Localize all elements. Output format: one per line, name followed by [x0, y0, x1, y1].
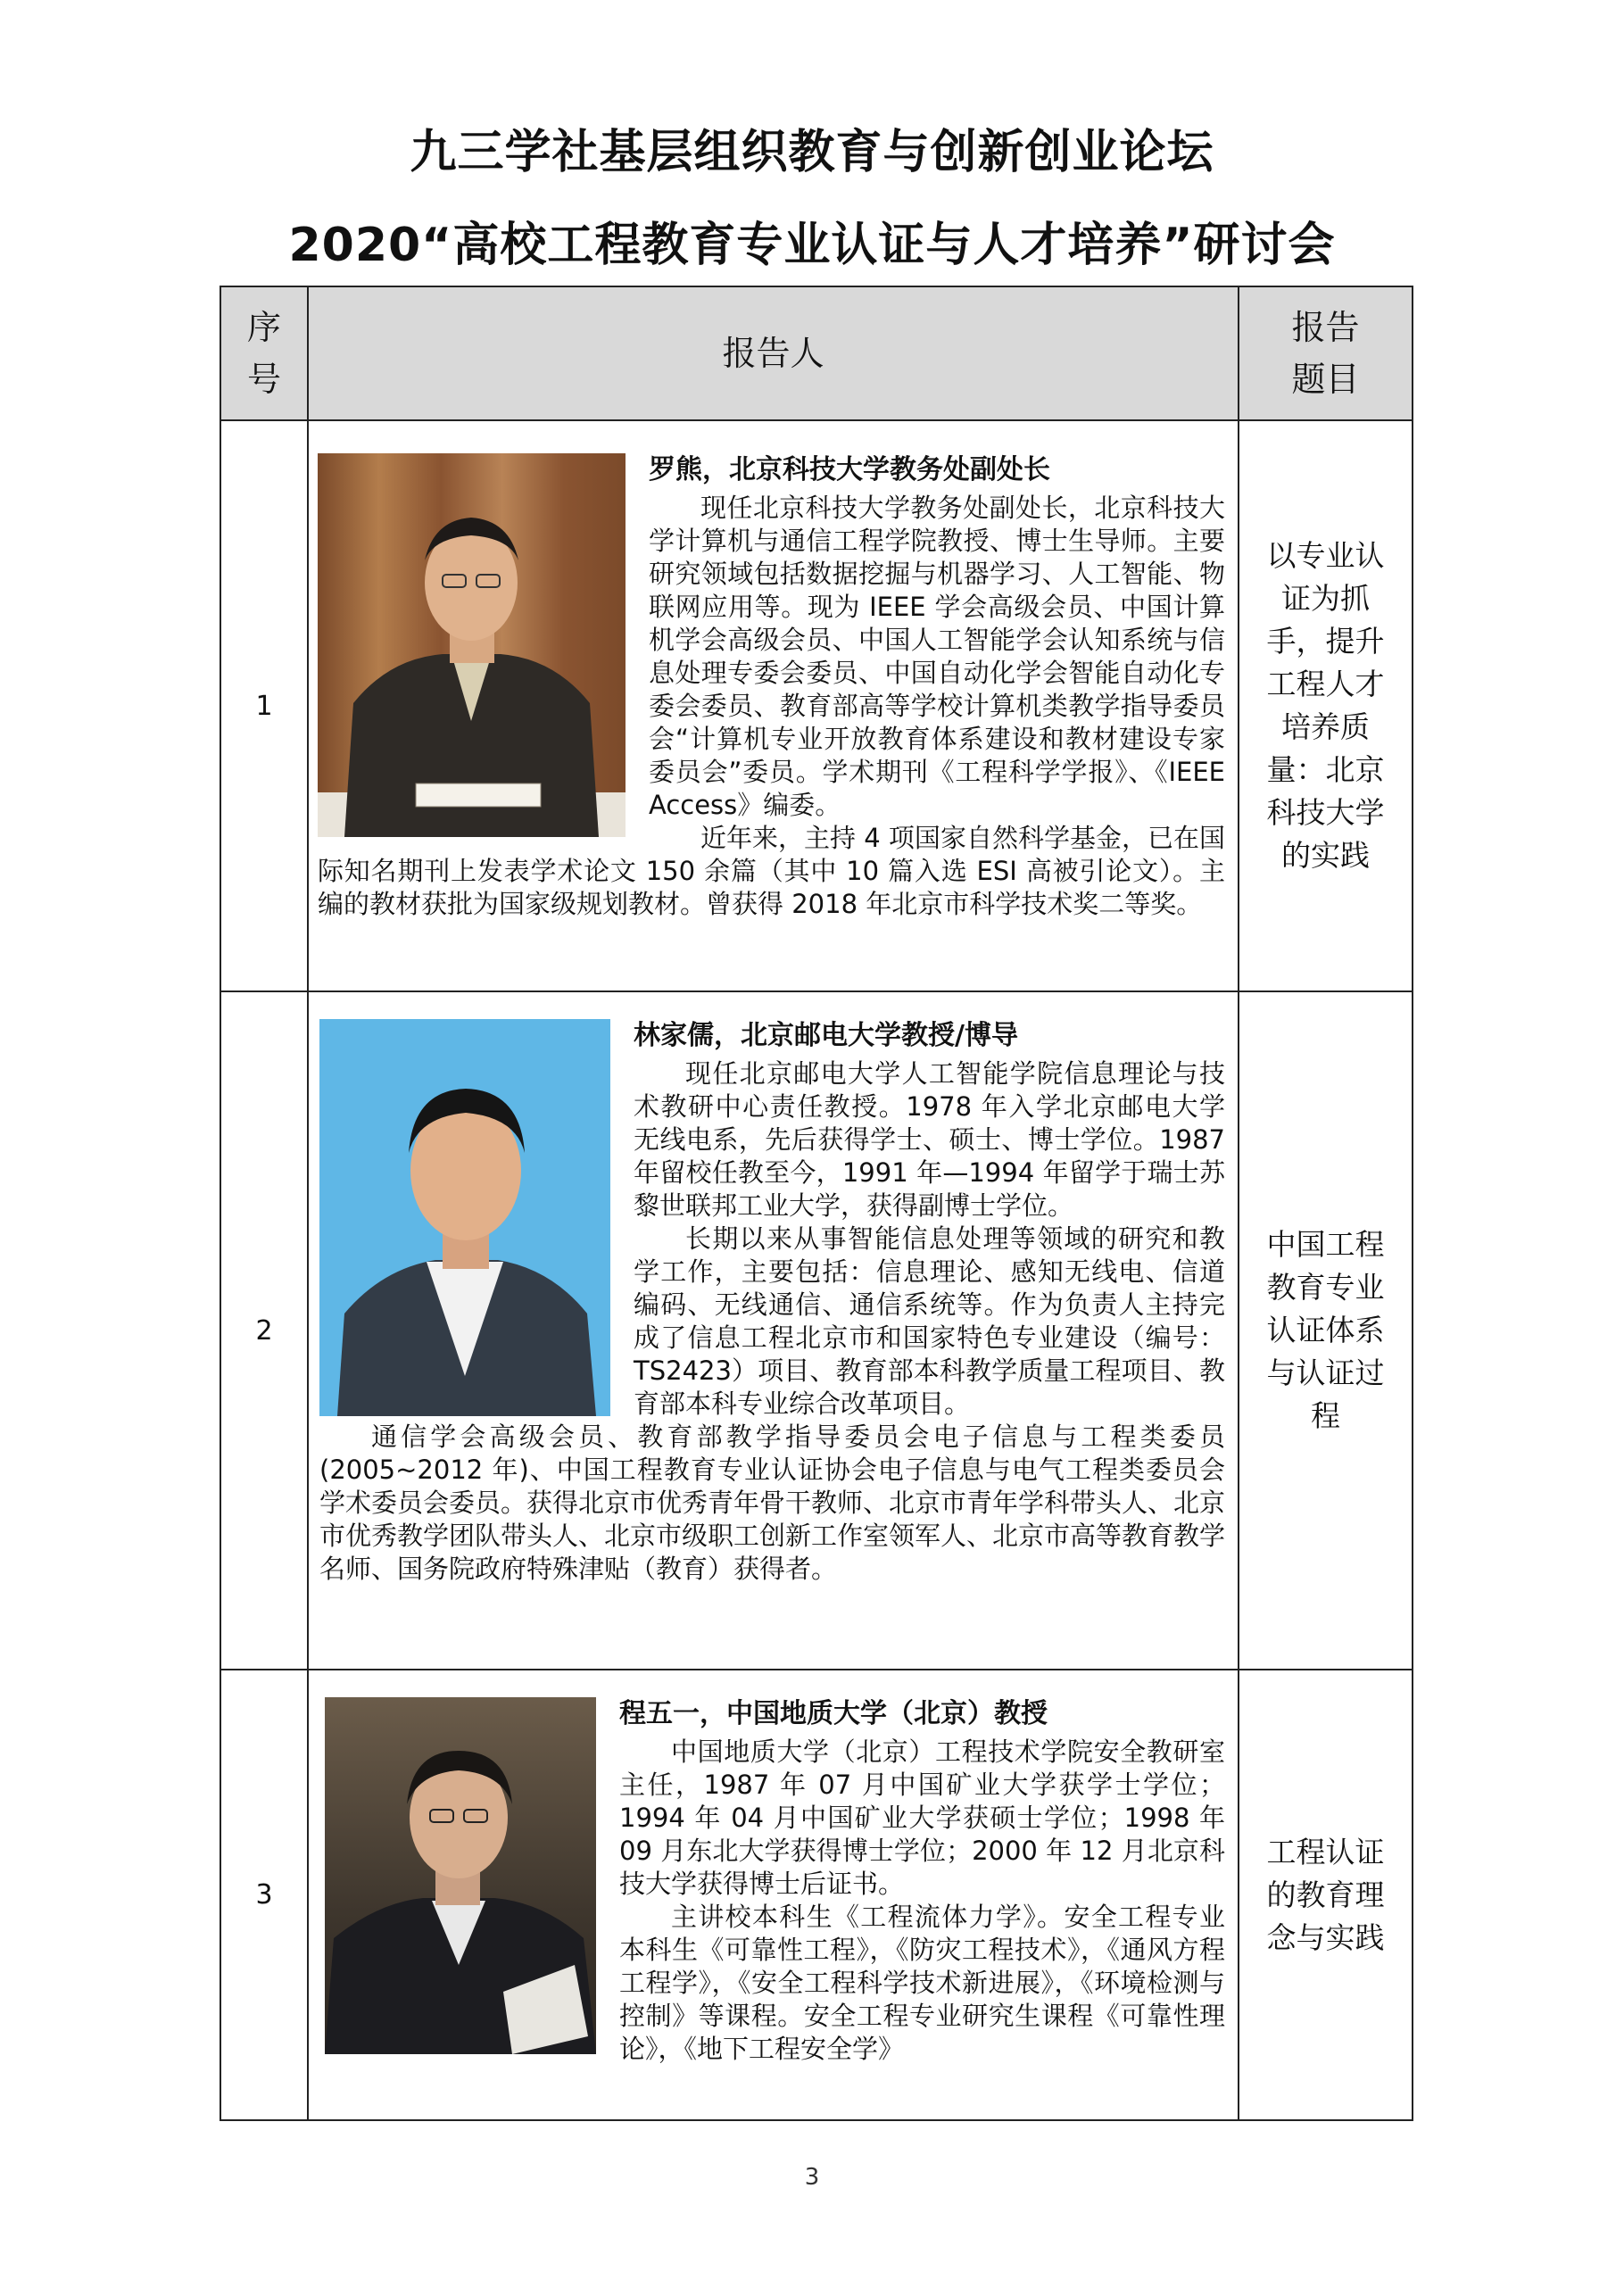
speaker-photo: [318, 453, 626, 837]
speaker-bio: 中国地质大学（北京）工程技术学院安全教研室主任，1987 年 07 月中国矿业大学获学士学位；1994 年 04 月中国矿业大学获硕士学位；1998 年 09 月东北大学获得博士学位；2000 年 12 月北京科技大学获得博士后证书。: [619, 1737, 1225, 1899]
reporter-cell: [308, 991, 1239, 1670]
speaker-name: 罗熊，北京科技大学教务处副处长: [649, 454, 1050, 485]
speaker-photo: [319, 1019, 610, 1416]
speaker-photo: [325, 1697, 596, 2054]
page-number: 3: [804, 2164, 820, 2191]
header-no: 序号: [220, 286, 308, 420]
table-row: [220, 991, 1413, 1670]
table-row: [220, 420, 1413, 991]
header-topic: 报告题目: [1239, 286, 1413, 420]
report-topic: 中国工程教育专业认证体系与认证过程: [1239, 991, 1413, 1670]
speaker-bio: 现任北京邮电大学人工智能学院信息理论与技术教研中心责任教授。1978 年入学北京邮电大学无线电系，先后获得学士、硕士、博士学位。1987 年留校任教至今，1991 年—1994 年留学于瑞士苏黎世联邦工业大学，获得副博士学位。: [634, 1058, 1225, 1221]
reporter-cell: [308, 1670, 1239, 2120]
doc-title-line2: 2020“高校工程教育专业认证与人才培养”研讨会: [288, 219, 1336, 272]
speaker-name: 程五一，中国地质大学（北京）教授: [619, 1698, 1048, 1729]
report-topic: 工程认证的教育理念与实践: [1239, 1670, 1413, 2120]
speaker-bio: 长期以来从事智能信息处理等领域的研究和教学工作，主要包括：信息理论、感知无线电、信道编码、无线通信、通信系统等。作为负责人主持完成了信息工程北京市和国家特色专业建设（编号：TS2423）项目、教育部本科教学质量工程项目、教育部本科专业综合改革项目。: [634, 1223, 1225, 1419]
speaker-table: [220, 286, 1413, 2121]
reporter-cell: [308, 420, 1239, 991]
row-number: 3: [220, 1670, 308, 2120]
speaker-name: 林家儒，北京邮电大学教授/博导: [634, 1020, 1018, 1051]
speaker-bio: 主讲校本科生《工程流体力学》。安全工程专业本科生《可靠性工程》，《防灾工程技术》，《通风方程工程学》，《安全工程科学技术新进展》，《环境检测与控制》等课程。安全工程专业研究生课程《可靠性理论》，《地下工程安全学》: [619, 1902, 1225, 2064]
speaker-bio: 现任北京科技大学教务处副处长，北京科技大学计算机与通信工程学院教授、博士生导师。主要研究领域包括数据挖掘与机器学习、人工智能、物联网应用等。现为 IEEE 学会高级会员、中国计算机学会高级会员、中国人工智能学会认知系统与信息处理专委会委员、中国自动化学会智能自动化专委会委员、教育部高等学校计算机类教学指导委员会“计算机专业开放教育体系建设和教材建设专家委员会”委员。学术期刊《工程科学学报》、《IEEE Access》编委。: [649, 493, 1225, 820]
row-number: 1: [220, 420, 308, 991]
speaker-bio: 通信学会高级会员、教育部教学指导委员会电子信息与工程类委员(2005~2012 年)、中国工程教育专业认证协会电子信息与电气工程类委员会学术委员会委员。获得北京市优秀青年骨干教师、北京市青年学科带头人、北京市优秀教学团队带头人、北京市级职工创新工作室领军人、北京市高等教育教学名师、国务院政府特殊津贴（教育）获得者。: [319, 1422, 1226, 1584]
doc-title-line1: 九三学社基层组织教育与创新创业论坛: [410, 126, 1214, 179]
table-row: [220, 1670, 1413, 2120]
row-number: 2: [220, 991, 308, 1670]
table-header-row: [220, 286, 1413, 420]
speaker-bio: 近年来，主持 4 项国家自然科学基金，已在国际知名期刊上发表学术论文 150 余篇（其中 10 篇入选 ESI 高被引论文）。主编的教材获批为国家级规划教材。曾获得 2018 年北京市科学技术奖二等奖。: [318, 823, 1225, 919]
report-topic: 以专业认证为抓手，提升工程人才培养质量：北京科技大学的实践: [1239, 420, 1413, 991]
header-reporter: 报告人: [308, 286, 1239, 420]
